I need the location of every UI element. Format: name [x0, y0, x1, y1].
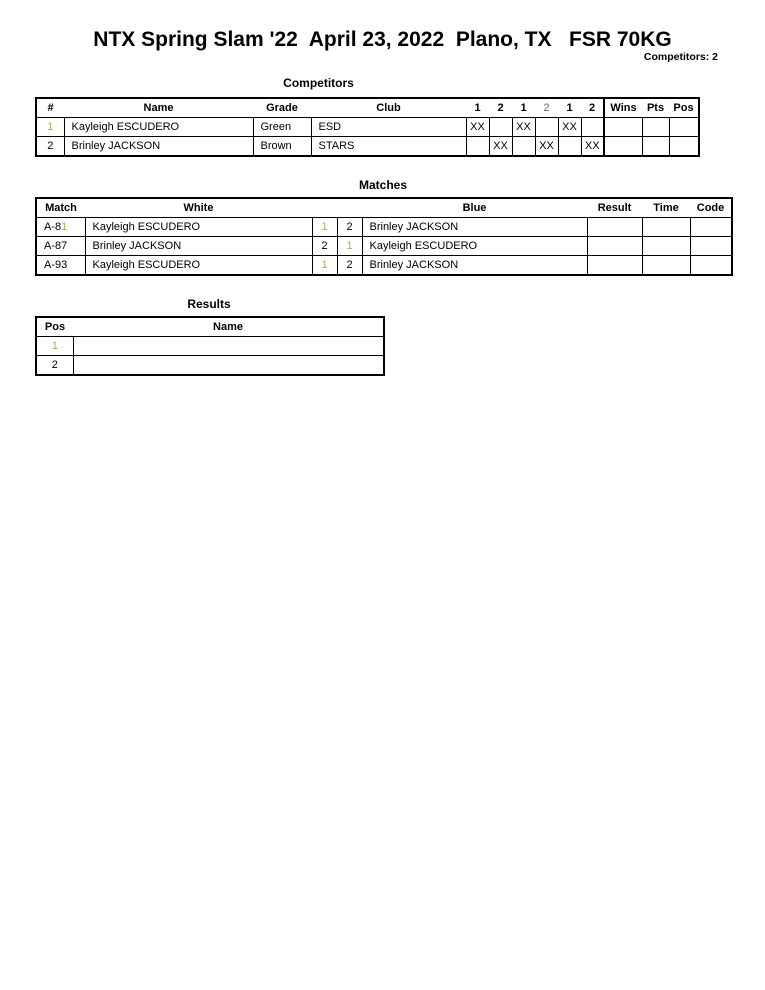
- cell-round-mark: XX: [535, 137, 558, 157]
- cell-blue-num: 2: [337, 218, 362, 237]
- competitors-header-row: [36, 98, 699, 118]
- col-header-round-3: 1: [512, 98, 535, 118]
- cell-result-pos: 1: [36, 337, 73, 356]
- col-header-time: Time: [642, 198, 690, 218]
- cell-blue-num: 2: [337, 256, 362, 276]
- matches-header-row: [36, 198, 732, 218]
- col-header-blue-score: [337, 198, 362, 218]
- cell-competitor-name: Brinley JACKSON: [64, 137, 253, 157]
- col-header-num: #: [36, 98, 64, 118]
- col-header-round-2: 2: [489, 98, 512, 118]
- col-header-pos: Pos: [36, 317, 73, 337]
- cell-code: [690, 256, 732, 276]
- col-header-name: Name: [64, 98, 253, 118]
- col-header-club: Club: [311, 98, 466, 118]
- competitor-row: [36, 118, 699, 137]
- cell-result-name: [73, 337, 384, 356]
- cell-pts: [642, 118, 669, 137]
- cell-result-pos: 2: [36, 356, 73, 376]
- cell-round-mark: XX: [558, 118, 581, 137]
- cell-competitor-club: STARS: [311, 137, 466, 157]
- cell-white-num: 2: [312, 237, 337, 256]
- cell-result: [587, 237, 642, 256]
- results-table: [35, 316, 385, 376]
- col-header-code: Code: [690, 198, 732, 218]
- cell-competitor-num: 2: [36, 137, 64, 157]
- cell-blue-num: 1: [337, 237, 362, 256]
- cell-round-mark: [512, 137, 535, 157]
- cell-result: [587, 218, 642, 237]
- cell-code: [690, 218, 732, 237]
- cell-competitor-grade: Green: [253, 118, 311, 137]
- col-header-match: Match: [36, 198, 85, 218]
- cell-competitor-grade: Brown: [253, 137, 311, 157]
- competitors-section-title: Competitors: [283, 76, 354, 90]
- col-header-round-4: 2: [535, 98, 558, 118]
- cell-round-mark: [558, 137, 581, 157]
- cell-pos: [669, 118, 699, 137]
- col-header-white-score: [312, 198, 337, 218]
- cell-time: [642, 256, 690, 276]
- col-header-name: Name: [73, 317, 384, 337]
- cell-pos: [669, 137, 699, 157]
- cell-white-num: 1: [312, 218, 337, 237]
- col-header-round-6: 2: [581, 98, 604, 118]
- col-header-blue: Blue: [362, 198, 587, 218]
- cell-time: [642, 218, 690, 237]
- cell-round-mark: [535, 118, 558, 137]
- cell-wins: [604, 118, 642, 137]
- cell-round-mark: XX: [489, 137, 512, 157]
- cell-blue-name: Brinley JACKSON: [362, 256, 587, 276]
- col-header-white: White: [85, 198, 312, 218]
- cell-match-code: A-81: [36, 218, 85, 237]
- results-section-title: Results: [187, 297, 231, 311]
- col-header-result: Result: [587, 198, 642, 218]
- page-title: NTX Spring Slam '22 April 23, 2022 Plano, TX FSR 70KG: [93, 28, 672, 51]
- cell-competitor-name: Kayleigh ESCUDERO: [64, 118, 253, 137]
- cell-round-mark: XX: [512, 118, 535, 137]
- col-header-grade: Grade: [253, 98, 311, 118]
- result-row: [36, 337, 384, 356]
- cell-competitor-num: 1: [36, 118, 64, 137]
- result-row: [36, 356, 384, 376]
- cell-time: [642, 237, 690, 256]
- results-header-row: [36, 317, 384, 337]
- cell-white-name: Kayleigh ESCUDERO: [85, 256, 312, 276]
- match-row: [36, 237, 732, 256]
- cell-competitor-club: ESD: [311, 118, 466, 137]
- col-header-round-5: 1: [558, 98, 581, 118]
- cell-blue-name: Kayleigh ESCUDERO: [362, 237, 587, 256]
- col-header-wins: Wins: [604, 98, 642, 118]
- cell-white-name: Kayleigh ESCUDERO: [85, 218, 312, 237]
- col-header-pts: Pts: [642, 98, 669, 118]
- cell-white-name: Brinley JACKSON: [85, 237, 312, 256]
- cell-round-mark: [581, 118, 604, 137]
- cell-result: [587, 256, 642, 276]
- cell-blue-name: Brinley JACKSON: [362, 218, 587, 237]
- cell-result-name: [73, 356, 384, 376]
- cell-round-mark: XX: [466, 118, 489, 137]
- cell-wins: [604, 137, 642, 157]
- cell-pts: [642, 137, 669, 157]
- match-row: [36, 218, 732, 237]
- col-header-pos: Pos: [669, 98, 699, 118]
- competitors-count: Competitors: 2: [643, 51, 718, 63]
- match-row: [36, 256, 732, 276]
- matches-section-title: Matches: [358, 178, 408, 192]
- col-header-round-1: 1: [466, 98, 489, 118]
- cell-round-mark: XX: [581, 137, 604, 157]
- competitors-table: [35, 97, 700, 157]
- cell-white-num: 1: [312, 256, 337, 276]
- cell-match-code: A-87: [36, 237, 85, 256]
- cell-round-mark: [466, 137, 489, 157]
- competitor-row: [36, 137, 699, 157]
- matches-table: [35, 197, 733, 276]
- cell-round-mark: [489, 118, 512, 137]
- cell-code: [690, 237, 732, 256]
- cell-match-code: A-93: [36, 256, 85, 276]
